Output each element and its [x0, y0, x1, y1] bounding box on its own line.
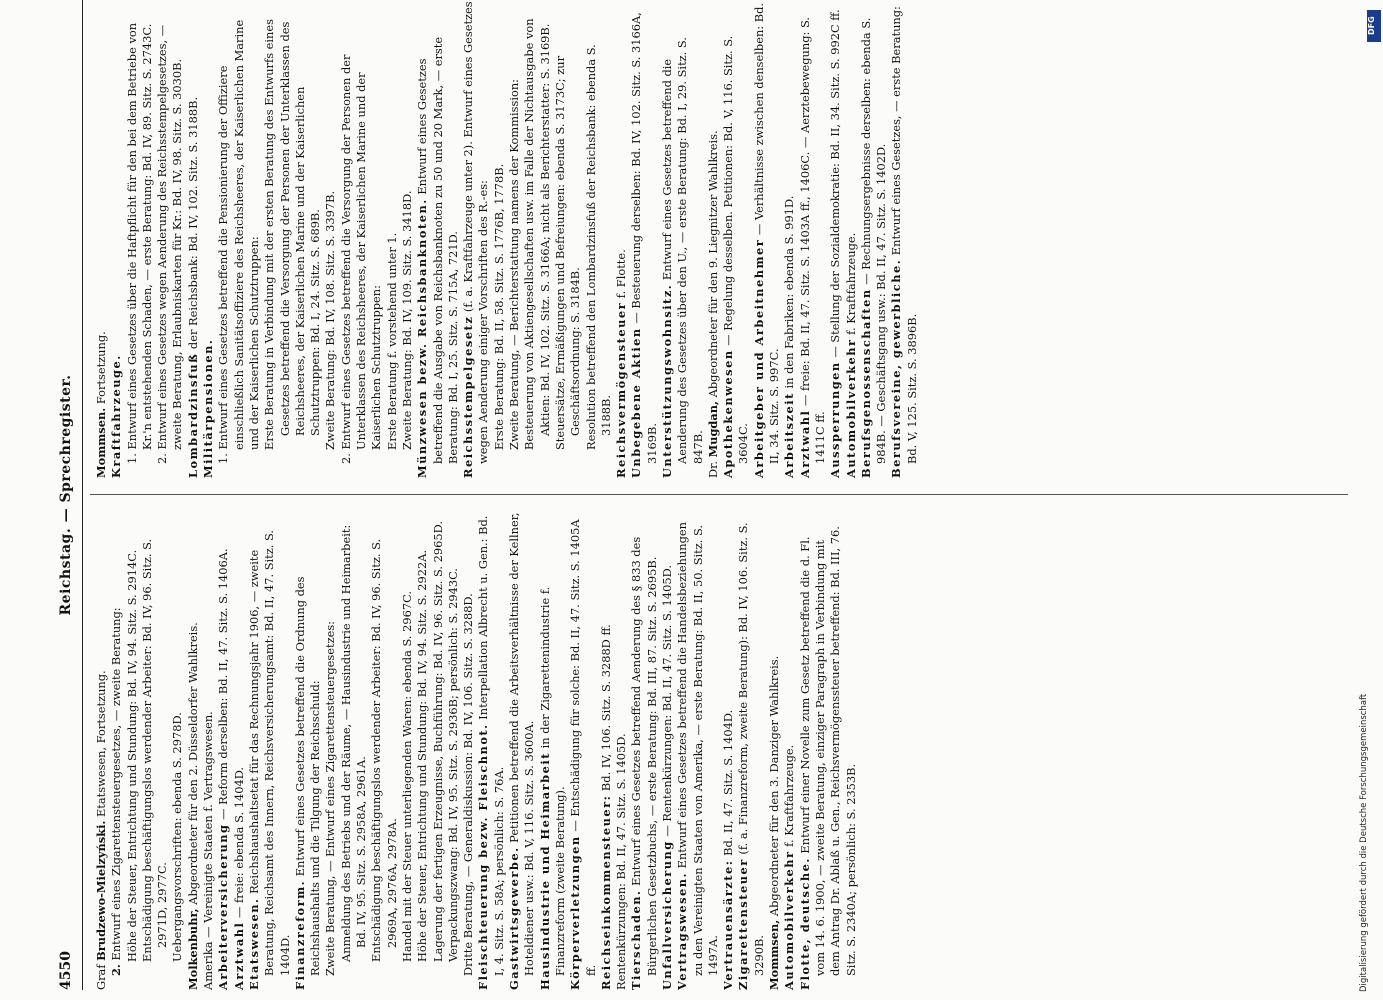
register-entry: [323, 512, 338, 976]
entry-text: Abgeordneter für den 2. Düsseldorfer Wahlkreis.: [185, 622, 200, 909]
subject-keyword: Automobilverkehr: [782, 850, 797, 990]
entry-text: — Stellung der Sozialdemokratie: Bd. II, 34. Sitz. S. 992C ff.: [828, 9, 843, 362]
register-entry: [629, 0, 660, 478]
column-divider: [90, 494, 1348, 495]
entry-text: 2. Entwurf eines Gesetzes betreffend die Versorgung der Personen der Unterklassen des Reichsheeres, der Kaiserlichen Marine und der Kaiserlichen Schutztruppen:: [338, 54, 384, 464]
register-entry: [430, 512, 446, 962]
register-entry: [399, 512, 415, 962]
register-entry: [507, 0, 522, 450]
register-entry: [675, 512, 721, 990]
subject-keyword: Apothekenwesen: [721, 349, 736, 478]
register-entry: [170, 512, 185, 962]
subject-keyword: Lombardzinsfuß: [185, 352, 200, 478]
entry-text: Zweite Beratung: Bd. IV, 108. Sitz. S. 3397B.: [323, 190, 338, 450]
subject-keyword: Unterstützungswohnsitz.: [659, 283, 674, 478]
register-entry: [767, 512, 782, 990]
entry-text: Interpellation Albrecht u. Gen.: Bd. I, 4. Sitz. S. 58A; persönlich: S. 76A.: [476, 515, 506, 976]
subject-keyword: Militärpensionen.: [201, 338, 216, 478]
register-entry: [522, 0, 553, 450]
register-entry: [124, 512, 140, 962]
register-entry: [445, 512, 461, 962]
register-entry: [552, 0, 584, 450]
entry-text: — Entschädigung für solche: Bd. II, 47. Sitz. S. 1405A ff.: [568, 519, 598, 976]
subject-keyword: Zigarettensteuer: [736, 858, 751, 990]
entry-text: f. Flotte.: [614, 249, 629, 302]
entry-text: Erste Beratung in Verbindung mit der ersten Beratung des Entwurfs eines Gesetzes betreffend die Versorgung der Personen der Unterklassen des Reichsheeres, der Kaiserlichen Marine und der Kaiserlichen Schutztruppen: Bd. I, 24. Sitz. S. 689B.: [262, 19, 323, 450]
register-entry: [185, 0, 201, 478]
register-entry: [491, 0, 507, 450]
subject-keyword: Flotte, deutsche.: [797, 857, 812, 990]
register-entry: [338, 0, 385, 464]
subject-keyword: Körperverletzungen: [568, 835, 583, 990]
dfg-logo: DFG: [1367, 10, 1381, 42]
register-entry: [94, 512, 109, 990]
entry-text: in der Zigarettenindustrie f. Finanzreform (zweite Beratung).: [537, 586, 567, 976]
right-column: [94, 0, 1344, 478]
register-entry: [583, 0, 615, 450]
register-entry: [705, 0, 721, 478]
entry-text: 1. Entwurf eines Gesetzes über die Haftpflicht für den bei dem Betriebe von Kr.'n entstehenden Schaden, — erste Beratung: Bd. IV, 89. Sitz. S. 2743C.: [124, 22, 154, 464]
entry-text: der Reichsbank: Bd. IV, 102. Sitz. S. 3188B.: [185, 96, 200, 353]
register-entry: [858, 0, 890, 478]
subject-keyword: Etatswesen.: [246, 897, 261, 990]
speaker-name: Brudzewo-Mielzyński.: [94, 820, 108, 961]
entry-text: Erste Beratung: Bd. II, 58. Sitz. S. 1776B, 1778B.: [491, 163, 506, 450]
entry-text: Lagerung der fertigen Erzeugnisse, Buchführung: Bd. IV, 96. Sitz. S. 2965D.: [430, 521, 445, 962]
speaker-name: 2.: [109, 964, 124, 976]
entry-text: — Rechnungsergebnisse derselben: ebenda S. 984B. — Geschäftsgang usw.: Bd. II, 47. Sitz. S. 1402D.: [858, 17, 889, 464]
entry-text: Entwurf eines Zigarettensteuergesetzes, — zweite Beratung:: [109, 607, 124, 965]
register-entry: [782, 0, 797, 478]
subject-keyword: Tierschaden.: [629, 889, 644, 990]
register-entry: [568, 512, 599, 990]
entry-text: 2. Entwurf eines Gesetzes wegen Aenderung des Reichsstempelgesetzes, — zweite Beratung, Erlaubniskarten für Kr.: Bd. IV, 98. Sitz. S. 3030B.: [155, 24, 185, 464]
running-head: [52, 0, 83, 990]
register-entry: [139, 512, 171, 962]
entry-text: Bd. II, 47. Sitz. S. 1404D.: [721, 709, 736, 860]
register-entry: [216, 0, 262, 464]
register-entry: [216, 512, 231, 990]
register-entry: [598, 512, 614, 990]
side-credit: [1358, 8, 1370, 992]
speaker-name: Mommsen,: [767, 919, 782, 990]
entry-text: — Regelung desselben. Petitionen: Bd. V, 116. Sitz. S. 3604C.: [721, 35, 751, 464]
register-entry: [246, 512, 293, 990]
register-entry: [721, 512, 736, 990]
side-credit-text: Digitalisierung gefördert durch die Deutsche Forschungsgemeinschaft: [1359, 693, 1369, 992]
register-entry: [614, 0, 629, 478]
register-entry: [369, 512, 400, 962]
entry-text: Steuersätze, Ermäßigungen und Befreiungen: ebenda S. 3173C; zur Geschäftsordnung: S. 3184B.: [552, 55, 583, 450]
page-number: 4550: [58, 951, 74, 990]
entry-text: Handel mit der Steuer unterliegenden Waren: ebenda S. 2967C.: [399, 590, 414, 962]
subject-keyword: Berufsgenossenschaften: [858, 288, 873, 478]
register-entry: [476, 512, 507, 990]
register-entry: [461, 512, 476, 976]
entry-text: Zweite Beratung, — Entwurf eines Zigarettensteuergesetzes:: [323, 620, 338, 976]
entry-text: Entschädigung beschäftigungslos werdender Arbeiter: Bd. IV, 96. Sitz. S. 2971D, 2977C.: [139, 538, 170, 962]
entry-text: Entschädigung beschäftigungslos werdender Arbeiter: Bd. IV, 96. Sitz. S. 2969A, 2976A, 2978A.: [369, 538, 399, 962]
entry-text: Graf: [94, 960, 108, 990]
entry-text: 1. Entwurf eines Gesetzes betreffend die Pensionierung der Offiziere einschließlich Sanitätsoffiziere des Reichsheeres, der Kaiserlichen Marine und der Kaiserlichen Schutztruppen:: [216, 19, 261, 464]
entry-text: Erste Beratung f. vorstehend unter 1.: [384, 232, 399, 450]
entry-text: Reichshaushaltsetat für das Rechnungsjahr 1906, — zweite Beratung, Reichsamt des Innern, Reichsversicherungsamt: Bd. II, 47. Sitz. S. 1404D.: [246, 529, 292, 976]
entry-text: Entwurf eines Gesetzes betreffend die Handelsbeziehungen zu den Vereinigten Staaten von Amerika, — erste Beratung: Bd. II, 50. Sitz. S. 1497A.: [675, 522, 720, 976]
rotated-page: [52, 0, 1352, 990]
entry-text: — freie: ebenda S. 1404D.: [231, 766, 246, 922]
subject-keyword: Arbeitgeber und Arbeitnehmer: [751, 238, 766, 478]
subject-keyword: Vertrauensärzte:: [721, 859, 736, 990]
entry-text: Fortsetzung.: [94, 331, 108, 408]
entry-text: Höhe der Steuer, Entrichtung und Stundung: Bd. IV, 94. Sitz. S. 2922A.: [415, 549, 430, 962]
register-entry: [721, 0, 752, 478]
entry-text: Besteuerung von Aktiengesellschaften usw. im Falle der Nichtausgabe von Aktien: Bd. IV, 102. Sitz. S. 3166A; nicht als Berichterstatter: S. 3169B.: [522, 18, 552, 450]
entry-text: Entwurf eines Gesetzes betreffend die Aenderung des Gesetzes über den U., — erste Beratung: Bd. I, 29. Sitz. S. 847B.: [659, 37, 705, 464]
register-entry: [415, 512, 430, 962]
speaker-name: Mugdan,: [705, 400, 720, 458]
entry-text: Entwurf eines Gesetzes, — erste Beratung: Bd. V, 125. Sitz. S. 3896B.: [889, 6, 919, 464]
page-title: Reichstag. — Sprechregister.: [58, 374, 74, 616]
subject-keyword: Fleischteuerung bezw. Fleischnot.: [476, 723, 491, 990]
register-entry: [94, 0, 109, 478]
register-entry: [185, 512, 201, 990]
register-entry: [415, 0, 461, 478]
entry-text: f. Kraftfahrzeuge.: [782, 744, 797, 851]
register-entry: [659, 512, 675, 990]
entry-text: Petitionen betreffend die Arbeitsverhältnisse der Kellner, Hoteldiener usw.: Bd. V, 116. Sitz. S. 3600A.: [507, 512, 537, 976]
register-entry: [736, 512, 767, 990]
subject-keyword: Berufsvereine, gewerbliche.: [889, 258, 904, 478]
entry-text: Höhe der Steuer, Entrichtung und Stundung: Bd. IV, 94. Sitz. S. 2914C.: [124, 549, 139, 962]
entry-text: — Reform derselben: Bd. II, 47. Sitz. S. 1406A.: [216, 548, 231, 824]
register-entry: [292, 512, 324, 990]
subject-keyword: Arztwahl: [797, 409, 812, 478]
subject-keyword: Reichsvermögensteuer: [614, 301, 629, 478]
speaker-name: Mommsen.: [94, 407, 108, 478]
entry-text: Rentenkürzungen: Bd. II, 47. Sitz. S. 1405D.: [614, 733, 629, 990]
register-entry: [843, 0, 859, 478]
register-entry: [338, 512, 370, 962]
register-entry: [889, 0, 920, 478]
entry-text: Bd. IV, 106. Sitz. S. 3288D ff.: [598, 624, 613, 795]
entry-text: Verpackungszwang: Bd. IV, 95. Sitz. S. 2936B; persönlich: S. 2943C.: [445, 567, 460, 962]
subject-keyword: Reichsstempelgesetz: [461, 315, 476, 478]
entry-text: Entwurf eines Gesetzes betreffend die Ausgabe von Reichsbanknoten zu 50 und 20 Mark, — erste Beratung: Bd. I, 25. Sitz. S. 715A, 721D.: [415, 36, 460, 464]
entry-text: (f. a. Kraftfahrzeuge unter 2). Entwurf eines Gesetzes wegen Aenderung einiger Vorschriften des R.-es:: [461, 1, 491, 464]
register-entry: [109, 0, 124, 478]
register-entry: [155, 0, 186, 464]
entry-text: f. Kraftfahrzeuge.: [843, 232, 858, 339]
entry-text: in den Fabriken: ebenda S. 991D.: [782, 195, 797, 393]
register-entry: [797, 512, 859, 990]
register-entry: [614, 512, 629, 990]
register-entry: [828, 0, 843, 478]
register-entry: [461, 0, 492, 478]
entry-text: — Verhältnisse zwischen denselben: Bd. II, 34. Sitz. S. 997C.: [751, 2, 782, 464]
register-entry: [659, 0, 706, 478]
subject-keyword: Arbeiterversicherung: [216, 823, 231, 990]
entry-text: — Besteuerung derselben: Bd. IV, 102. Sitz. S. 3166A, 3169B.: [629, 12, 659, 464]
subject-keyword: Automobilverkehr: [843, 338, 858, 478]
register-entry: [399, 0, 415, 450]
register-entry: [124, 0, 156, 464]
register-entry: [262, 0, 323, 450]
entry-text: Resolution betreffend den Lombardzinsfuß der Reichsbank: ebenda S. 3188B.: [583, 44, 613, 450]
entry-text: Uebergangsvorschriften: ebenda S. 2978D.: [170, 712, 185, 962]
entry-text: Entwurf eines Gesetzes betreffend Aenderung des § 833 des Bürgerlichen Gesetzbuchs, — erste Beratung: Bd. III, 87. Sitz. S. 2695B.: [629, 536, 659, 976]
subject-keyword: Vertragswesen.: [675, 871, 690, 990]
register-entry: [201, 0, 216, 478]
subject-keyword: Unfallversicherung: [659, 840, 674, 990]
entry-text: Amerika — Vereinigte Staaten f. Vertragswesen.: [201, 711, 216, 990]
entry-text: Entwurf einer Novelle zum Gesetz betreffend die d. Fl. vom 14. 6. 1900, — zweite Beratung, einziger Paragraph in Verbindung mit dem Antrag Dr. Ablaß u. Gen., Reichsvermögenssteuer betreffend: Bd. III, 76. Sitz. S. 2340A; persönlich: S. 2353B.: [797, 526, 858, 976]
subject-keyword: Reichseinkommensteuer:: [598, 794, 613, 990]
register-entry: [323, 0, 338, 450]
register-entry: [507, 512, 538, 990]
left-column: [94, 512, 1344, 990]
entry-text: Dritte Beratung, — Generaldiskussion: Bd. IV, 106. Sitz. S. 3288D.: [461, 593, 476, 976]
entry-text: Dr.: [705, 457, 720, 478]
register-entry: [109, 512, 124, 976]
subject-keyword: Münzwesen bezw. Reichsbanknoten.: [415, 198, 430, 478]
subject-keyword: Arbeitszeit: [782, 392, 797, 478]
entry-text: — Rentenkürzungen: Bd. II, 47. Sitz. S. 1405D.: [659, 565, 674, 841]
subject-keyword: Aussperrungen: [828, 361, 843, 478]
entry-text: Abgeordneter für den 3. Danziger Wahlkreis.: [767, 655, 782, 920]
speaker-name: Molkenbuhr,: [185, 908, 200, 990]
register-entry: [537, 512, 569, 990]
entry-text: Entwurf eines Gesetzes betreffend die Ordnung des Reichshaushalts und die Tilgung der Reichsschuld:: [292, 576, 323, 976]
register-entry: [629, 512, 660, 990]
register-entry: [201, 512, 216, 990]
register-entry: [384, 0, 400, 450]
subject-keyword: Finanzreform.: [292, 879, 307, 990]
subject-keyword: Kraftfahrzeuge.: [109, 354, 124, 478]
subject-keyword: Arztwahl: [231, 921, 246, 990]
entry-text: Anmeldung des Betriebs und der Räume, — Hausindustrie und Heimarbeit: Bd. IV, 95. Sitz. S. 2958A, 2961A.: [338, 524, 369, 962]
entry-text: Zweite Beratung, — Berichterstattung namens der Kommission:: [507, 78, 522, 450]
entry-text: Abgeordneter für den 9. Liegnitzer Wahlkreis.: [705, 130, 720, 401]
register-entry: [782, 512, 797, 990]
register-entry: [751, 0, 783, 478]
subject-keyword: Unbegebene Aktien: [629, 327, 644, 478]
subject-keyword: Hausindustrie und Heimarbeit: [537, 752, 552, 990]
subject-keyword: Gastwirtsgewerbe.: [507, 846, 522, 990]
register-entry: [797, 0, 829, 478]
entry-text: (f. a. Finanzreform, zweite Beratung): Bd. IV, 106. Sitz. S. 3290B.: [736, 522, 766, 976]
entry-text: Zweite Beratung: Bd. IV, 109. Sitz. S. 3418D.: [399, 190, 414, 450]
register-entry: [231, 512, 247, 990]
entry-text: Etatswesen, Fortsetzung.: [94, 670, 108, 821]
entry-text: — freie: Bd. II, 47. Sitz. S. 1403A ff., 1406C. — Aerztebewegung: S. 1411C ff.: [797, 17, 827, 464]
